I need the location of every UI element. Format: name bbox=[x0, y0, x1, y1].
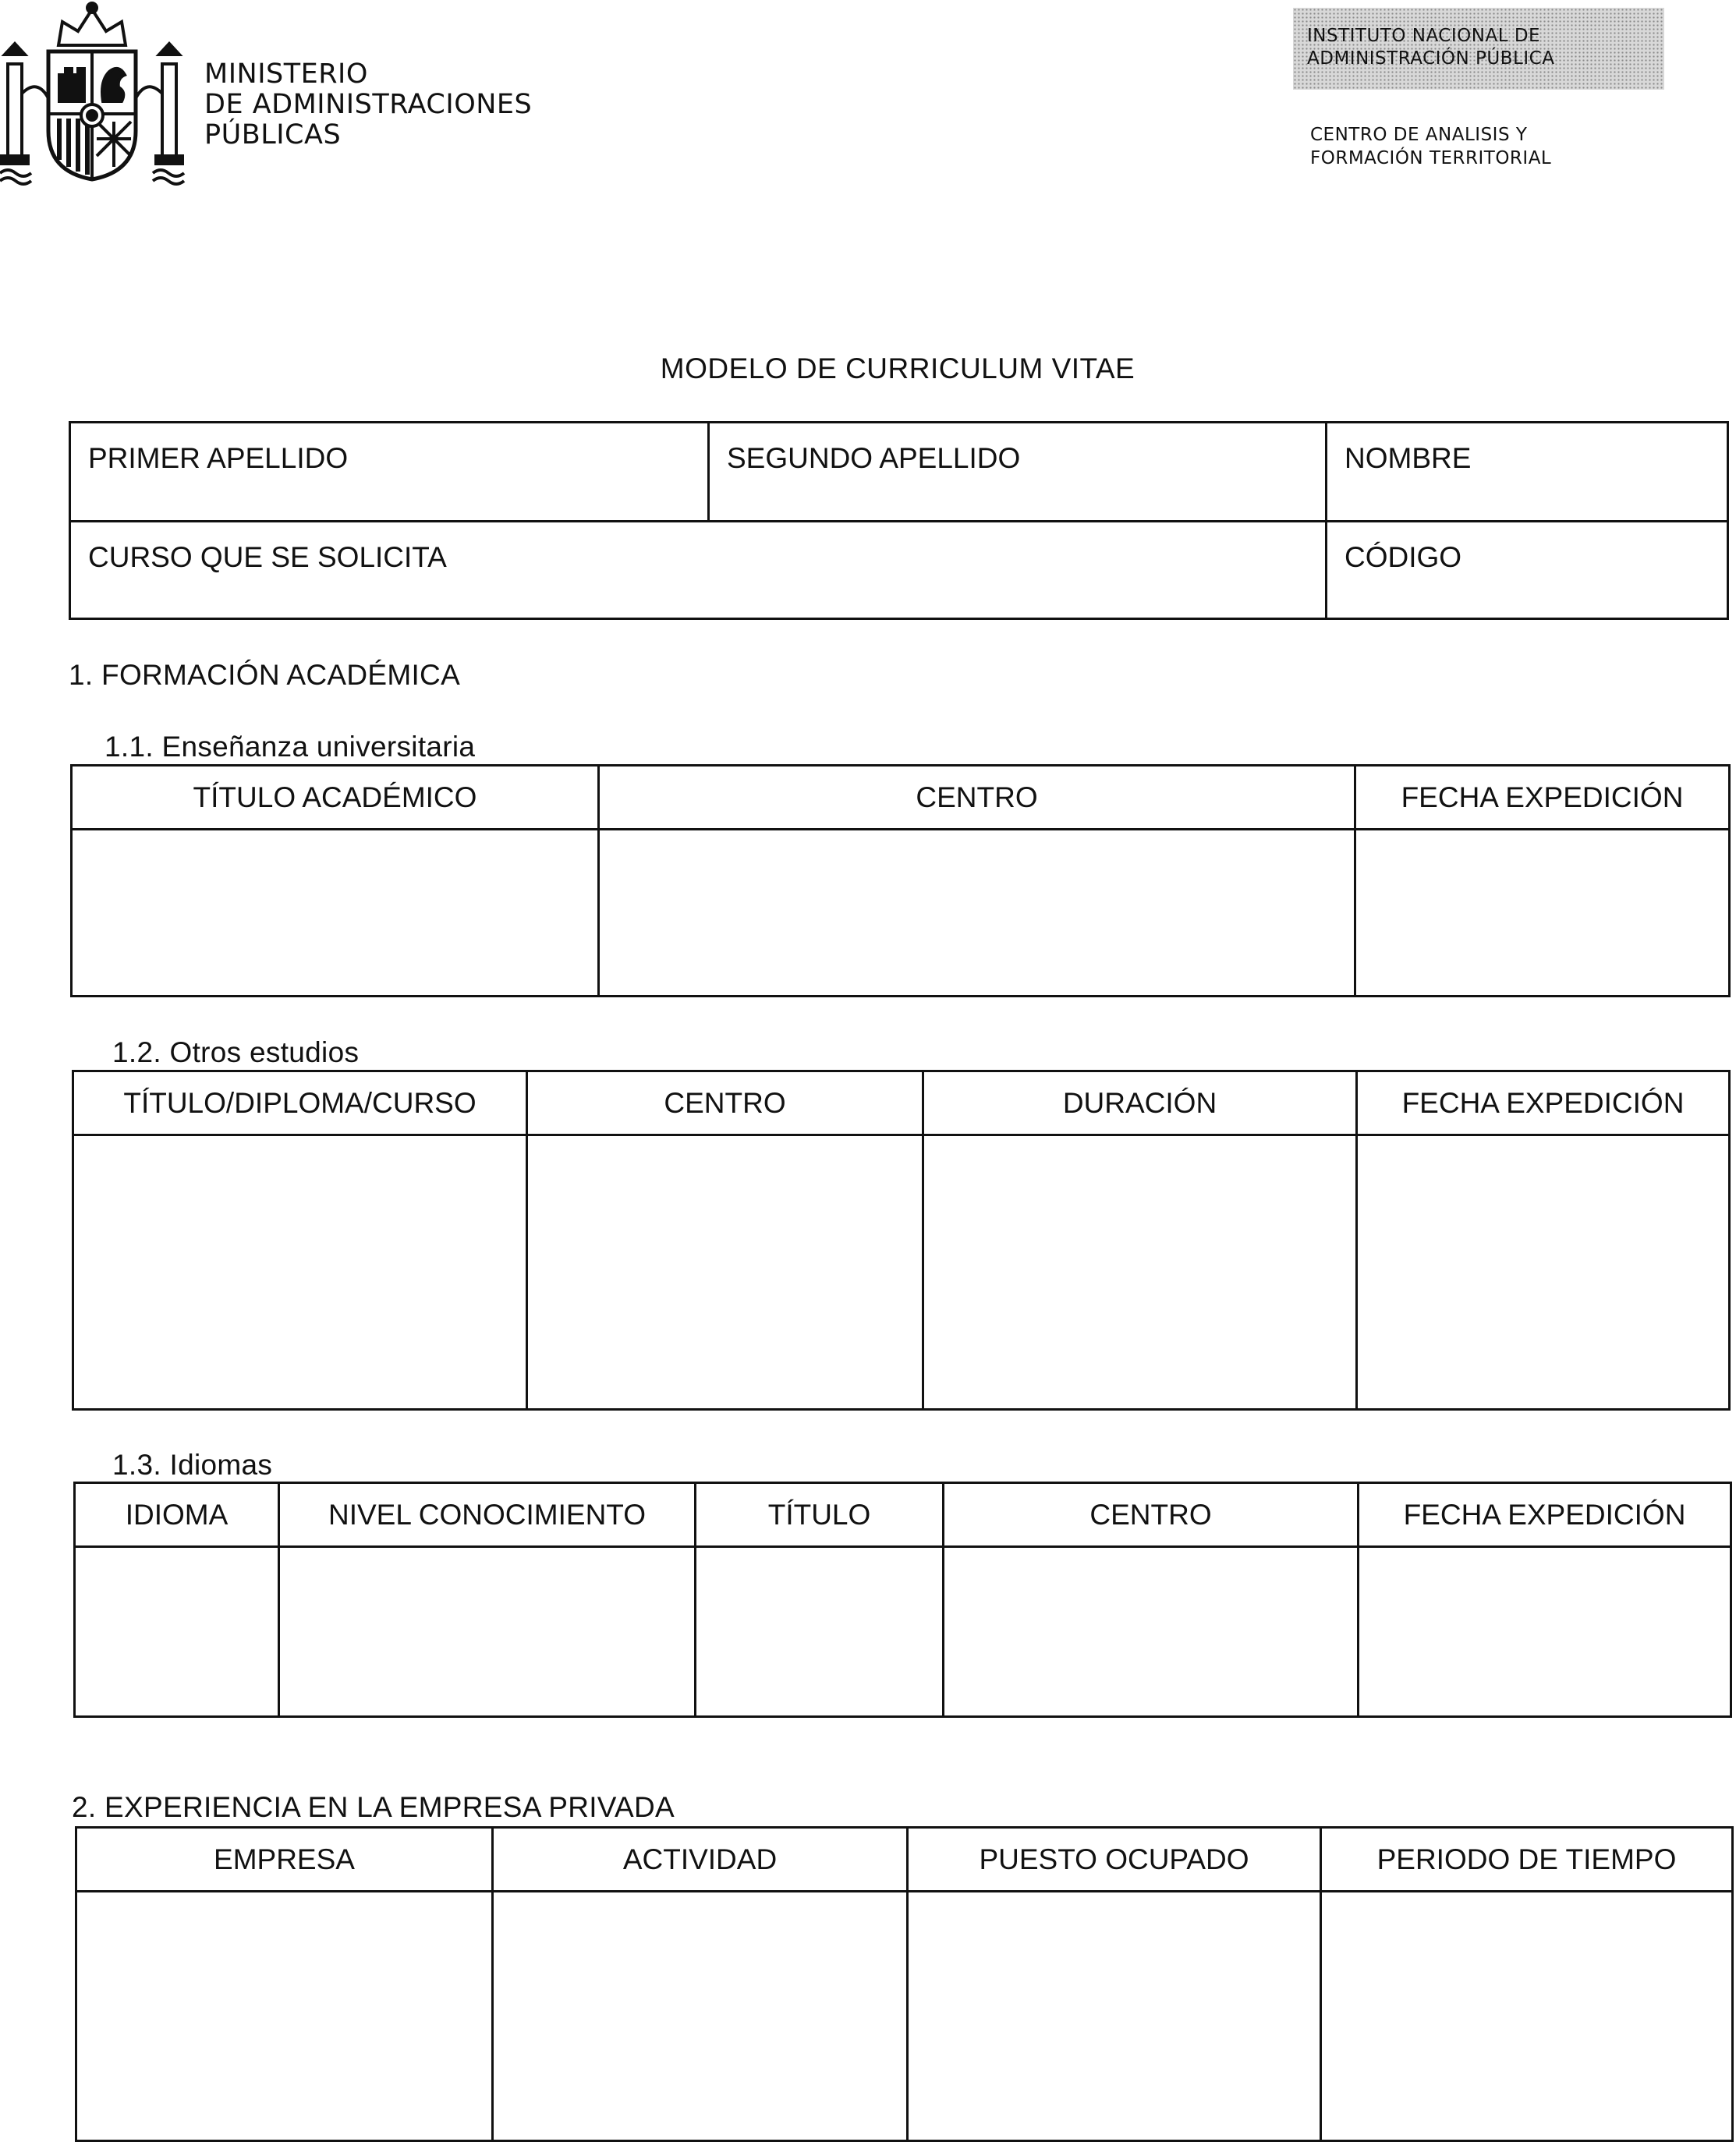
institute-line: INSTITUTO NACIONAL DE bbox=[1307, 26, 1541, 46]
column-header: IDIOMA bbox=[75, 1483, 279, 1547]
column-header: FECHA EXPEDICIÓN bbox=[1357, 1071, 1730, 1135]
second-surname-field[interactable]: SEGUNDO APELLIDO bbox=[709, 423, 1327, 522]
column-header: CENTRO bbox=[944, 1483, 1359, 1547]
table-cell[interactable] bbox=[599, 830, 1355, 997]
subsection-title: 1.2. Otros estudios bbox=[112, 1036, 360, 1068]
coat-of-arms-logo bbox=[0, 0, 187, 187]
institute-line: ADMINISTRACIÓN PÚBLICA bbox=[1307, 48, 1555, 69]
column-header: TÍTULO bbox=[696, 1483, 944, 1547]
page-title: MODELO DE CURRICULUM VITAE bbox=[660, 352, 1135, 384]
column-header: CENTRO bbox=[527, 1071, 923, 1135]
section-title: 1. FORMACIÓN ACADÉMICA bbox=[69, 659, 461, 691]
table-cell[interactable] bbox=[72, 830, 599, 997]
column-header: PUESTO OCUPADO bbox=[908, 1828, 1321, 1892]
table-cell[interactable] bbox=[279, 1547, 696, 1717]
identification-table bbox=[69, 421, 1729, 620]
table-cell[interactable] bbox=[1359, 1547, 1731, 1717]
table-cell[interactable] bbox=[1355, 830, 1730, 997]
languages-table bbox=[73, 1482, 1732, 1718]
section-title: 2. EXPERIENCIA EN LA EMPRESA PRIVADA bbox=[72, 1791, 675, 1823]
table-cell[interactable] bbox=[944, 1547, 1359, 1717]
private-experience-table bbox=[75, 1826, 1734, 2142]
column-header: ACTIVIDAD bbox=[493, 1828, 908, 1892]
other-studies-table bbox=[72, 1070, 1731, 1411]
table-cell[interactable] bbox=[923, 1135, 1357, 1410]
column-header: DURACIÓN bbox=[923, 1071, 1357, 1135]
column-header: TÍTULO/DIPLOMA/CURSO bbox=[73, 1071, 527, 1135]
column-header: FECHA EXPEDICIÓN bbox=[1359, 1483, 1731, 1547]
code-field[interactable]: CÓDIGO bbox=[1327, 522, 1728, 619]
table-cell[interactable] bbox=[696, 1547, 944, 1717]
ministry-line: DE ADMINISTRACIONES bbox=[204, 89, 533, 120]
institute-name bbox=[1307, 25, 1554, 70]
ministry-line: MINISTERIO bbox=[204, 58, 368, 90]
centre-name bbox=[1310, 123, 1551, 170]
column-header: TÍTULO ACADÉMICO bbox=[72, 766, 599, 830]
centre-line: FORMACIÓN TERRITORIAL bbox=[1310, 148, 1552, 168]
university-table bbox=[70, 764, 1731, 997]
column-header: PERIODO DE TIEMPO bbox=[1321, 1828, 1733, 1892]
course-field[interactable]: CURSO QUE SE SOLICITA bbox=[70, 522, 1327, 619]
table-cell[interactable] bbox=[75, 1547, 279, 1717]
name-field[interactable]: NOMBRE bbox=[1327, 423, 1728, 522]
table-cell[interactable] bbox=[493, 1892, 908, 2141]
ministry-name bbox=[204, 59, 532, 150]
column-header: NIVEL CONOCIMIENTO bbox=[279, 1483, 696, 1547]
table-cell[interactable] bbox=[76, 1892, 493, 2141]
table-cell[interactable] bbox=[1357, 1135, 1730, 1410]
column-header: CENTRO bbox=[599, 766, 1355, 830]
first-surname-field[interactable]: PRIMER APELLIDO bbox=[70, 423, 709, 522]
table-cell[interactable] bbox=[73, 1135, 527, 1410]
table-cell[interactable] bbox=[908, 1892, 1321, 2141]
table-cell[interactable] bbox=[527, 1135, 923, 1410]
centre-line: CENTRO DE ANALISIS Y bbox=[1310, 125, 1528, 145]
ministry-line: PÚBLICAS bbox=[204, 119, 342, 150]
column-header: FECHA EXPEDICIÓN bbox=[1355, 766, 1730, 830]
column-header: EMPRESA bbox=[76, 1828, 493, 1892]
subsection-title: 1.3. Idiomas bbox=[112, 1449, 273, 1481]
subsection-title: 1.1. Enseñanza universitaria bbox=[105, 731, 476, 763]
table-cell[interactable] bbox=[1321, 1892, 1733, 2141]
